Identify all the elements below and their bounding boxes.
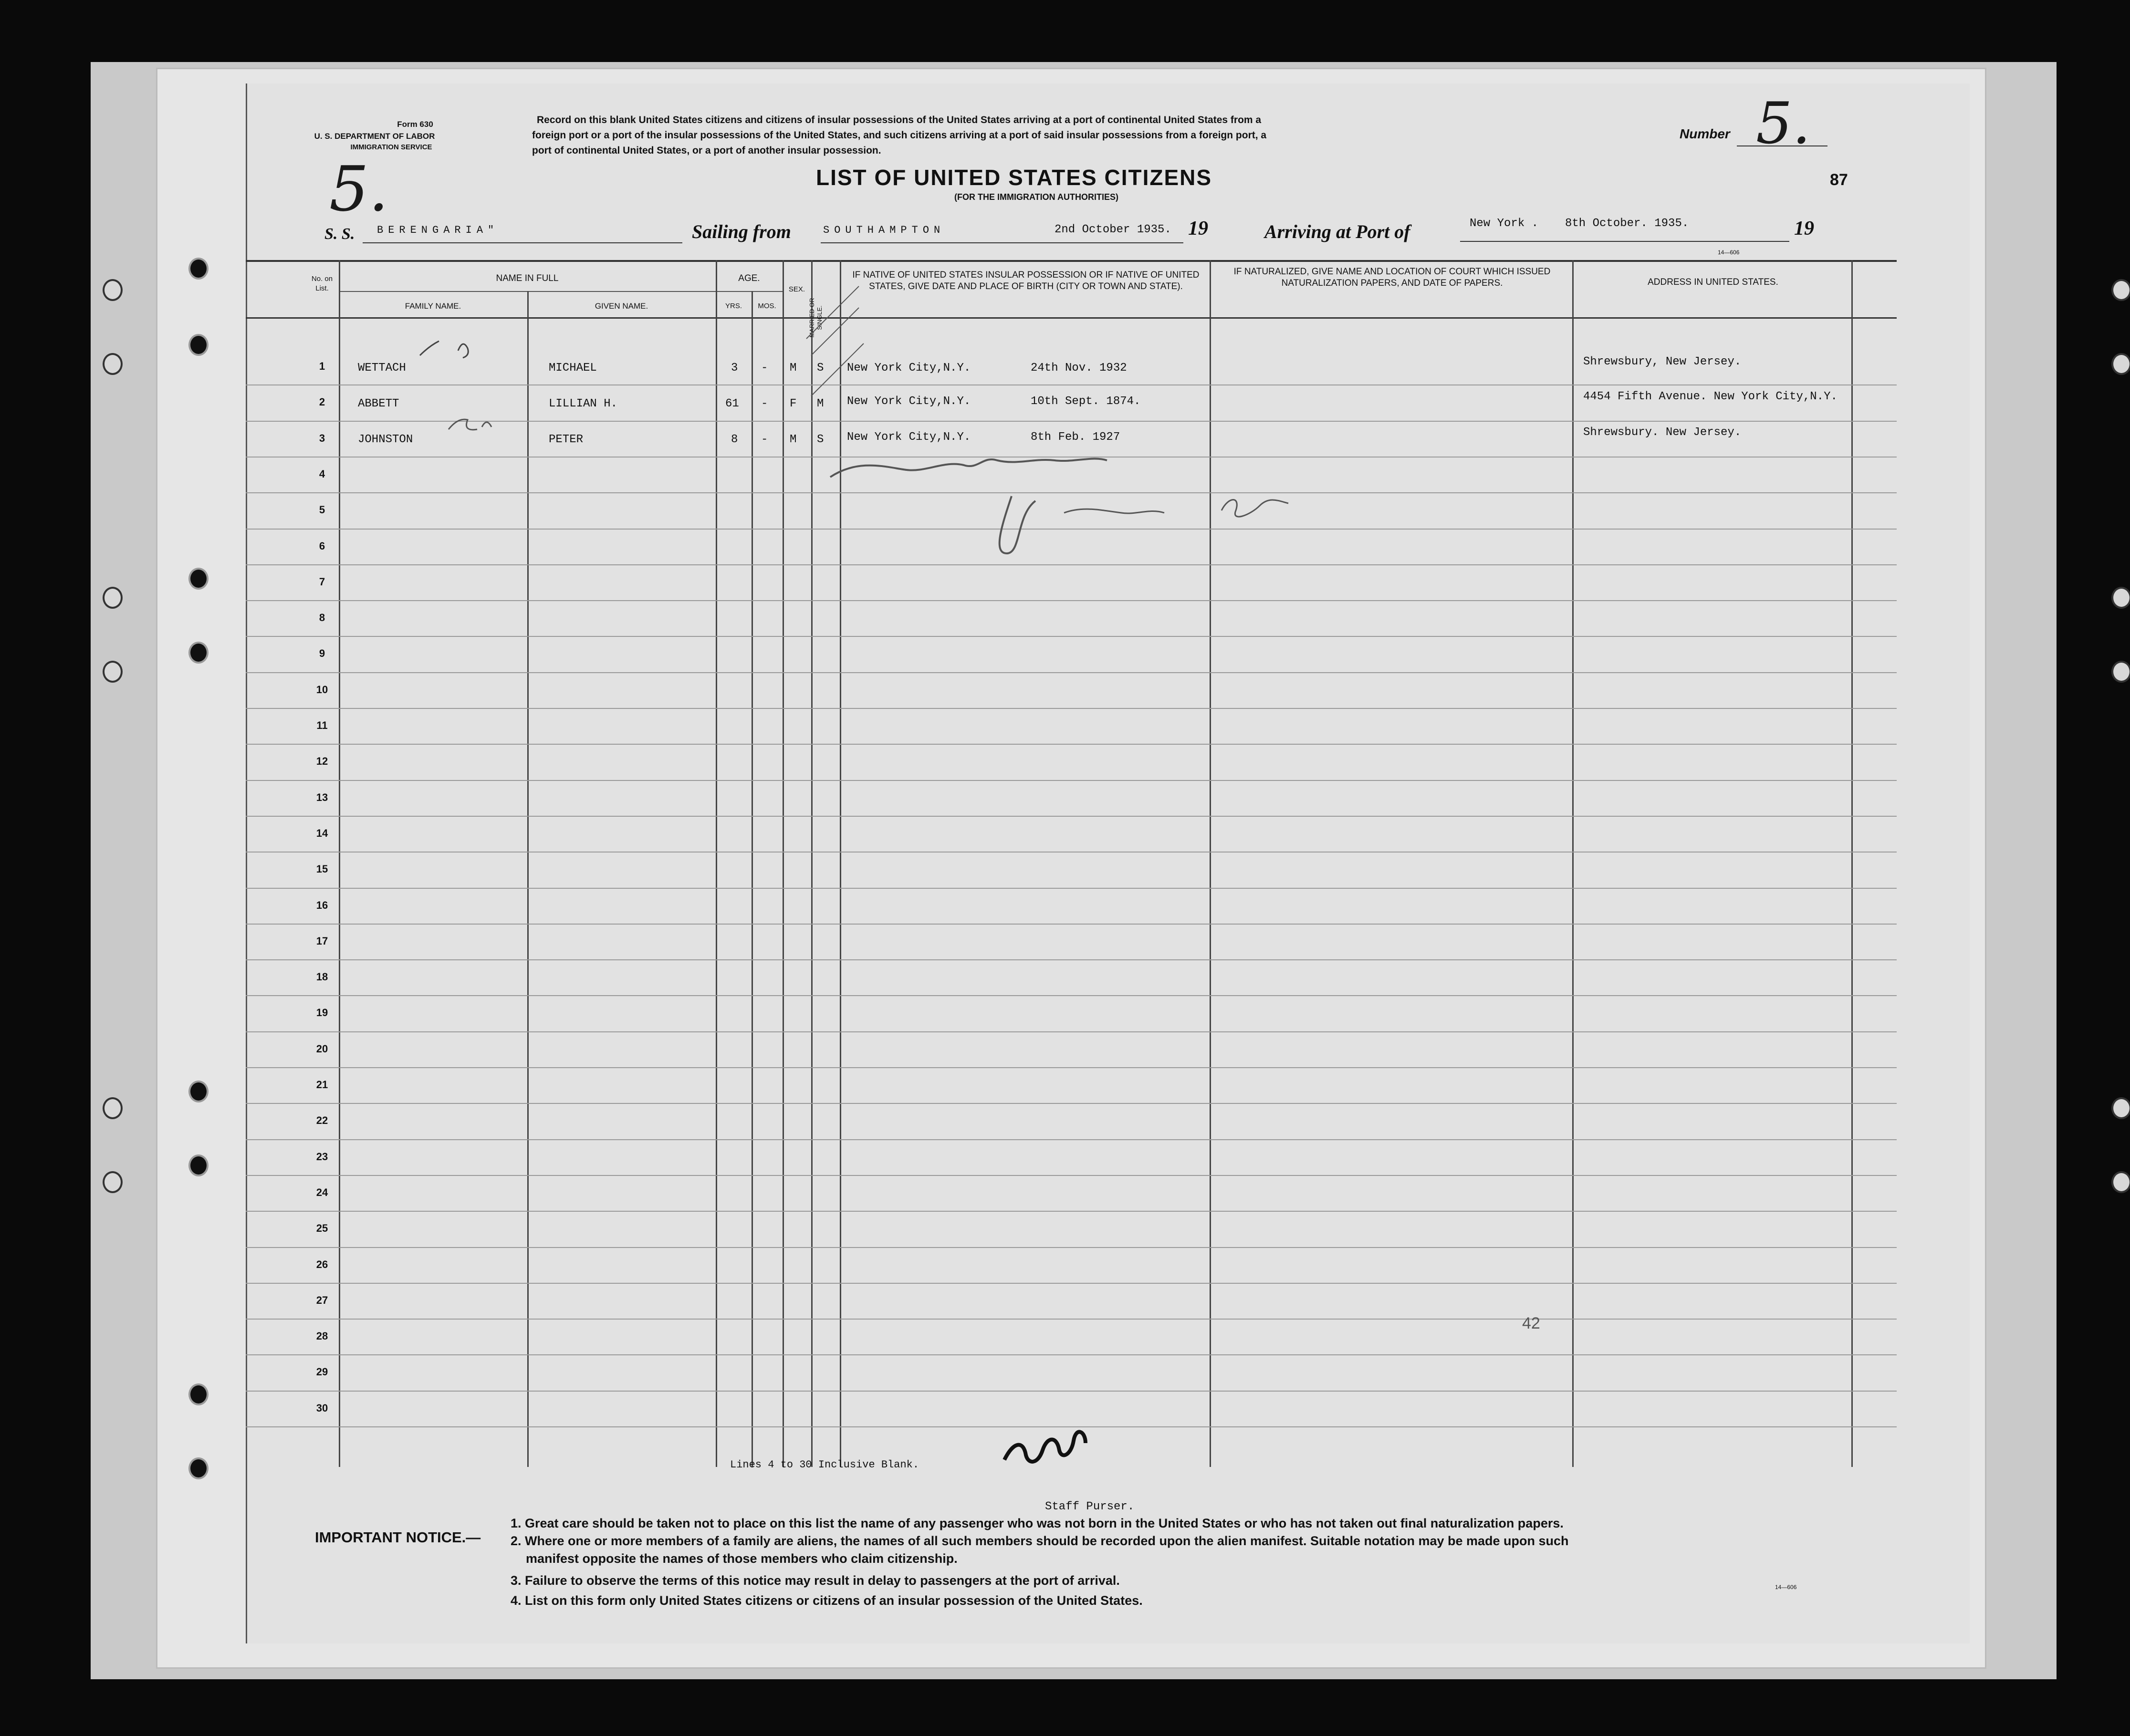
birth-place: New York City,N.Y. <box>847 362 971 374</box>
birth-place: New York City,N.Y. <box>847 431 971 444</box>
header-name-in-full: NAME IN FULL <box>496 273 559 283</box>
row-number: 2 <box>319 396 325 408</box>
family-name: ABBETT <box>358 397 399 410</box>
given-name: MICHAEL <box>549 362 597 374</box>
notice-item-2b: manifest opposite the names of those members who claim citizenship. <box>526 1551 958 1566</box>
row-number: 17 <box>316 935 328 947</box>
row-number: 6 <box>319 540 325 552</box>
header-family-name: FAMILY NAME. <box>405 301 461 311</box>
row-number: 29 <box>316 1366 328 1378</box>
row-number: 16 <box>316 899 328 911</box>
marital-status: S <box>817 362 824 374</box>
arriving-label: Arriving at Port of <box>1264 221 1410 242</box>
form-number: Form 630 <box>397 120 433 129</box>
header-married: MARRIED OR SINGLE. <box>808 298 823 338</box>
given-name: PETER <box>549 433 584 446</box>
department-name: U. S. DEPARTMENT OF LABOR <box>314 132 435 141</box>
address: 4454 Fifth Avenue. New York City,N.Y. <box>1583 390 1838 403</box>
notice-item-4: 4. List on this form only United States citizens or citizens of an insular possession of the United States. <box>511 1593 1143 1608</box>
arriving-port: New York . <box>1470 217 1539 230</box>
notice-label: IMPORTANT NOTICE.— <box>315 1529 481 1546</box>
row-number: 9 <box>319 647 325 660</box>
arriving-date: 8th October. 1935. <box>1565 217 1689 230</box>
birth-date: 24th Nov. 1932 <box>1031 362 1127 374</box>
year-suffix-arriving: 19 <box>1794 218 1814 239</box>
marital-status: M <box>817 397 824 410</box>
ship-name: BERENGARIA" <box>377 224 499 236</box>
form-title: LIST OF UNITED STATES CITIZENS <box>816 165 1212 190</box>
row-number: 21 <box>316 1079 328 1091</box>
age-months: - <box>761 362 768 374</box>
marital-status: S <box>817 433 824 446</box>
sex: M <box>790 362 797 374</box>
given-name: LILLIAN H. <box>549 397 618 410</box>
birth-place: New York City,N.Y. <box>847 395 971 408</box>
number-value: 5. <box>1756 91 1811 157</box>
row-number: 14 <box>316 827 328 839</box>
sailing-date: 2nd October 1935. <box>1055 223 1171 236</box>
row-number: 23 <box>316 1150 328 1163</box>
service-name: IMMIGRATION SERVICE <box>350 143 432 151</box>
notice-item-1: 1. Great care should be taken not to place on this list the name of any passenger who was not born in the United States or who has not taken out final naturalization papers. <box>511 1516 1564 1530</box>
address: Shrewsbury, New Jersey. <box>1583 355 1742 368</box>
row-number: 8 <box>319 612 325 624</box>
sailing-label: Sailing from <box>692 221 791 242</box>
header-native: IF NATIVE OF UNITED STATES INSULAR POSSESSION OR IF NATIVE OF UNITED STATES, GIVE DATE AND PLACE OF BIRTH (CITY OR TOWN AND STATE). <box>852 270 1200 291</box>
age-months: - <box>761 397 768 410</box>
row-number: 7 <box>319 575 325 588</box>
row-number: 20 <box>316 1042 328 1055</box>
row-number: 13 <box>316 791 328 803</box>
number-label: Number <box>1680 126 1730 141</box>
row-number: 1 <box>319 360 325 372</box>
notice-item-2a: 2. Where one or more members of a family are aliens, the names of all such members should be recorded upon the alien manifest. Suitable notation may be made upon such <box>511 1534 1569 1548</box>
row-number: 28 <box>316 1330 328 1342</box>
list-mark: 5. <box>329 153 389 225</box>
birth-date: 8th Feb. 1927 <box>1031 431 1120 444</box>
header-no: No. on List. <box>311 275 333 292</box>
year-suffix-sailing: 19 <box>1188 218 1208 239</box>
instructions-line-1: Record on this blank United States citizens and citizens of insular possessions of the United States arriving at a port of continental United States from a <box>537 114 1262 125</box>
instructions-line-3: port of continental United States, or a port of another insular possession. <box>532 145 881 156</box>
row-number: 3 <box>319 432 325 444</box>
birth-date: 10th Sept. 1874. <box>1031 395 1141 408</box>
row-number: 15 <box>316 863 328 875</box>
row-number: 30 <box>316 1402 328 1414</box>
ss-label: S. S. <box>324 225 355 243</box>
row-number: 4 <box>319 468 325 480</box>
age-years: 3 <box>731 362 738 374</box>
row-number: 10 <box>316 683 328 696</box>
corner-code: 14—606 <box>1718 249 1740 256</box>
age-years: 8 <box>731 433 738 446</box>
sex: M <box>790 433 797 446</box>
instructions-line-2: foreign port or a port of the insular possessions of the United States, and such citizens arriving at a port of said insular possessions from a foreign port, a <box>532 130 1267 141</box>
row-number: 5 <box>319 504 325 516</box>
corner-code-footer: 14—606 <box>1775 1584 1797 1590</box>
address: Shrewsbury. New Jersey. <box>1583 426 1742 439</box>
header-given-name: GIVEN NAME. <box>595 301 648 311</box>
header-sex: SEX. <box>788 285 805 293</box>
row-number: 22 <box>316 1114 328 1127</box>
row-number: 19 <box>316 1007 328 1019</box>
row-number: 26 <box>316 1258 328 1270</box>
stray-number: 42 <box>1522 1314 1540 1332</box>
sex: F <box>790 397 797 410</box>
header-address: ADDRESS IN UNITED STATES. <box>1648 277 1778 287</box>
row-number: 11 <box>316 719 328 731</box>
age-years: 61 <box>725 397 739 410</box>
row-number: 24 <box>316 1186 328 1198</box>
row-number: 12 <box>316 755 328 768</box>
header-mos: MOS. <box>758 302 776 310</box>
family-name: JOHNSTON <box>358 433 413 446</box>
header-yrs: YRS. <box>725 302 742 310</box>
family-name: WETTACH <box>358 362 406 374</box>
header-naturalized: IF NATURALIZED, GIVE NAME AND LOCATION OF COURT WHICH ISSUED NATURALIZATION PAPERS, AND DATE OF PAPERS. <box>1233 267 1551 288</box>
header-age: AGE. <box>738 273 760 283</box>
page-mark: 87 <box>1830 171 1848 189</box>
row-number: 25 <box>316 1222 328 1235</box>
age-months: - <box>761 433 768 446</box>
notice-item-3: 3. Failure to observe the terms of this notice may result in delay to passengers at the port of arrival. <box>511 1573 1120 1588</box>
signature-title: Staff Purser. <box>1045 1500 1135 1513</box>
blank-lines-note: Lines 4 to 30 Inclusive Blank. <box>730 1459 919 1471</box>
form-subtitle: (FOR THE IMMIGRATION AUTHORITIES) <box>954 192 1118 202</box>
row-number: 27 <box>316 1294 328 1306</box>
sailing-port: SOUTHAMPTON <box>823 224 945 236</box>
row-number: 18 <box>316 971 328 983</box>
